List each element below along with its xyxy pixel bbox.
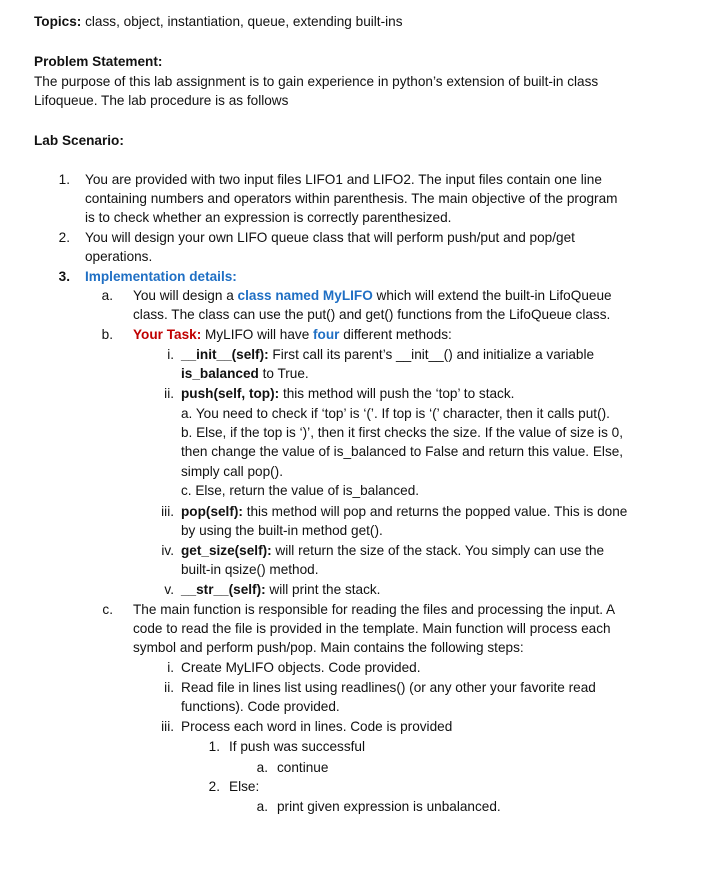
step-2a-number: a. <box>256 799 268 814</box>
topics-text: class, object, instantiation, queue, extending built-ins <box>81 14 403 29</box>
item-c-line-3: symbol and perform push/pop. Main contains the following steps: <box>133 640 524 655</box>
item-b-four: four <box>313 327 340 342</box>
item-bi-line-2 <box>181 364 309 384</box>
topics-line <box>34 12 403 32</box>
item-bv-number: v. <box>164 582 174 597</box>
item-3-label: Implementation details: <box>85 269 237 284</box>
item-3-number: 3. <box>58 269 70 284</box>
item-biv-line-2: built-in qsize() method. <box>181 562 319 577</box>
item-b-your-task: Your Task: <box>133 327 202 342</box>
item-bii-number: ii. <box>164 386 174 401</box>
item-ci-number: i. <box>167 660 174 675</box>
item-bv-text: will print the stack. <box>265 582 381 597</box>
item-cii-line-1: Read file in lines list using readlines() (or any other your favorite read <box>181 680 596 695</box>
item-bi-var: is_balanced <box>181 366 259 381</box>
item-1-line-2: containing numbers and operators within parenthesis. The main objective of the program <box>85 191 618 206</box>
item-biv-line-1 <box>181 541 604 561</box>
item-bi-text: First call its parent’s __init__() and initialize a variable <box>268 347 595 362</box>
item-bii-sub-b-2: then change the value of is_balanced to False and return this value. Else, <box>181 444 624 459</box>
item-bii-sub-a: a. You need to check if ‘top’ is ‘(’. If top is ‘(’ character, then it calls put(). <box>181 406 610 421</box>
item-bii-text: this method will push the ‘top’ to stack. <box>279 386 515 401</box>
step-2-text: Else: <box>229 779 260 794</box>
item-2-line-2: operations. <box>85 249 153 264</box>
item-biii-method: pop(self): <box>181 504 243 519</box>
item-ciii-number: iii. <box>161 719 174 734</box>
problem-heading: Problem Statement: <box>34 54 163 69</box>
item-cii-number: ii. <box>164 680 174 695</box>
item-ciii-text: Process each word in lines. Code is provided <box>181 719 453 734</box>
step-1-text: If push was successful <box>229 739 365 754</box>
item-bi-text-2: to True. <box>258 366 309 381</box>
item-a-post: which will extend the built-in LifoQueue <box>372 288 612 303</box>
item-bii-sub-b-3: simply call pop(). <box>181 464 283 479</box>
item-bii-sub-c: c. Else, return the value of is_balanced. <box>181 483 420 498</box>
step-1-number: 1. <box>208 739 220 754</box>
item-a-number: a. <box>101 288 113 303</box>
problem-line-2: Lifoqueue. The lab procedure is as follows <box>34 93 289 108</box>
item-a-line-1 <box>133 286 612 306</box>
step-1a-text: continue <box>277 760 329 775</box>
scenario-heading: Lab Scenario: <box>34 133 124 148</box>
item-ci-text: Create MyLIFO objects. Code provided. <box>181 660 421 675</box>
item-bv-line <box>181 580 380 600</box>
item-b-number: b. <box>101 327 113 342</box>
item-bi-method: __init__(self): <box>181 347 269 362</box>
item-a-line-2: class. The class can use the put() and get() functions from the LifoQueue class. <box>133 307 611 322</box>
problem-line-1: The purpose of this lab assignment is to gain experience in python’s extension of built-in class <box>34 74 599 89</box>
item-biii-number: iii. <box>161 504 174 519</box>
item-biv-number: iv. <box>161 543 174 558</box>
item-biii-text: this method will pop and returns the popped value. This is done <box>242 504 628 519</box>
item-bii-method: push(self, top): <box>181 386 280 401</box>
item-c-line-1: The main function is responsible for reading the files and processing the input. A <box>133 602 616 617</box>
item-c-line-2: code to read the file is provided in the template. Main function will process each <box>133 621 611 636</box>
item-b-line <box>133 325 452 345</box>
item-biv-method: get_size(self): <box>181 543 272 558</box>
item-a-class-name: class named MyLIFO <box>237 288 373 303</box>
item-biii-line-1 <box>181 502 627 522</box>
step-1a-number: a. <box>256 760 268 775</box>
item-b-post: different methods: <box>339 327 452 342</box>
item-bi-line-1 <box>181 345 594 365</box>
item-2-line-1: You will design your own LIFO queue class that will perform push/put and pop/get <box>85 230 575 245</box>
item-1-line-3: is to check whether an expression is correctly parenthesized. <box>85 210 452 225</box>
step-2-number: 2. <box>208 779 220 794</box>
item-biii-line-2: by using the built-in method get(). <box>181 523 383 538</box>
item-bv-method: __str__(self): <box>181 582 266 597</box>
item-biv-text: will return the size of the stack. You simply can use the <box>271 543 605 558</box>
item-1-number: 1. <box>58 172 70 187</box>
item-2-number: 2. <box>58 230 70 245</box>
item-bi-number: i. <box>167 347 174 362</box>
topics-label: Topics: <box>34 14 82 29</box>
item-cii-line-2: functions). Code provided. <box>181 699 340 714</box>
item-c-number: c. <box>102 602 113 617</box>
item-bii-line-1 <box>181 384 514 404</box>
item-a-pre: You will design a <box>133 288 238 303</box>
item-bii-sub-b-1: b. Else, if the top is ‘)’, then it first checks the size. If the value of size is 0, <box>181 425 623 440</box>
item-b-mid: MyLIFO will have <box>201 327 314 342</box>
item-1-line-1: You are provided with two input files LIFO1 and LIFO2. The input files contain one line <box>85 172 602 187</box>
step-2a-text: print given expression is unbalanced. <box>277 799 501 814</box>
